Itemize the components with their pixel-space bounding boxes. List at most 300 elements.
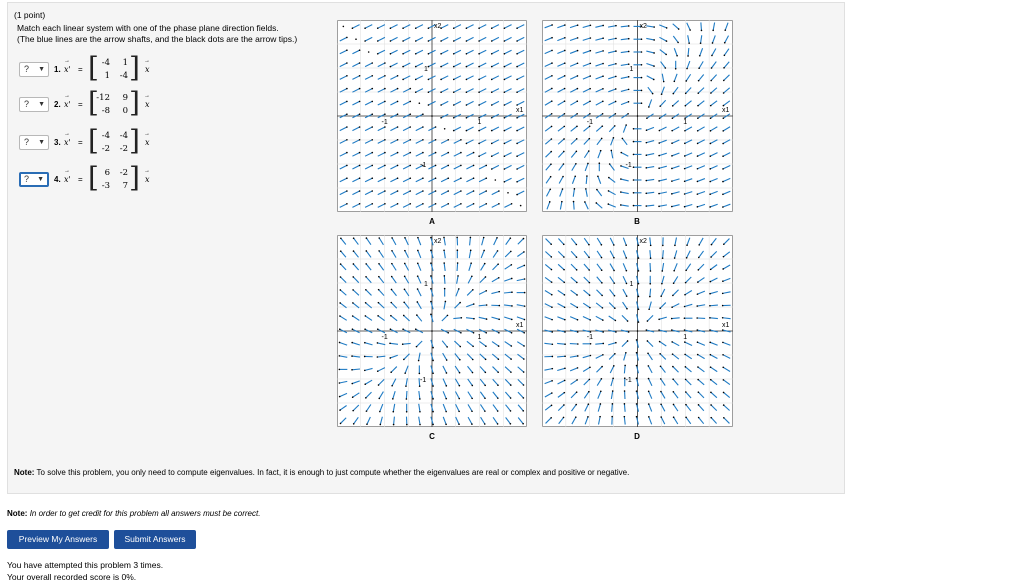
arrow-tip [684,155,686,157]
arrow-tip [638,321,640,323]
matrix-bracket-right: ] [129,124,140,157]
arrow-tip [365,315,367,317]
arrow-tip [613,365,615,367]
arrow-tip [574,175,576,177]
arrow-tip [377,40,379,42]
arrow-tip [359,49,361,51]
arrow-tip [359,165,361,167]
arrow-tip [371,75,373,77]
vector-arrow-icon: → [64,58,70,64]
arrow-tip [445,301,447,303]
system-1-a21: 1 [104,71,110,81]
answer-select-3[interactable] [19,135,49,150]
arrow-tip [365,302,367,304]
arrow-tip [672,117,674,119]
arrow-tip [684,181,686,183]
arrow-tip [625,352,627,354]
arrow-tip [550,151,552,153]
arrow-tip [709,193,711,195]
arrow-tip [453,53,455,55]
arrow-tip [365,263,367,265]
arrow-tip [384,75,386,77]
preview-answers-button[interactable]: Preview My Answers [7,530,109,549]
arrow-tip [377,370,379,372]
arrow-tip [722,317,724,319]
answer-select-4[interactable] [19,172,49,187]
arrow-tip [615,38,617,40]
arrow-tip [523,397,525,399]
arrow-tip [447,203,449,205]
arrow-shaft [710,318,718,319]
score-status: Your overall recorded score is 0%. [7,572,137,582]
arrow-tip [563,126,565,128]
arrow-tip [636,352,638,354]
arrow-tip [711,244,713,246]
arrow-tip [359,88,361,90]
arrow-tip [602,343,604,345]
arrow-tip [636,365,638,367]
arrow-tip [589,319,591,321]
arrow-tip [432,385,434,387]
arrow-tip [453,117,455,119]
arrow-tip [648,403,650,405]
arrow-tip [440,79,442,81]
arrow-tip [471,275,473,277]
arrow-tip [496,237,498,239]
arrow-tip [587,416,589,418]
arrow-tip [346,62,348,64]
arrow-tip [339,382,341,384]
arrow-tip [671,142,673,144]
problem-points: (1 point) [14,10,46,20]
arrow-tip [371,101,373,103]
arrow-tip [353,237,355,239]
system-3 [54,124,174,160]
arrow-tip [428,79,430,81]
arrow-tip [504,79,506,81]
arrow-tip [648,416,650,418]
arrow-tip [511,278,513,280]
arrow-tip [671,130,673,132]
arrow-tip [346,49,348,51]
system-2-a11: -12 [96,93,110,103]
arrow-tip [684,354,686,356]
arrow-tip [602,88,604,90]
plot-label-d: D [634,432,640,441]
arrow-shaft [406,391,407,399]
arrow-tip [710,269,712,271]
arrow-shaft [650,250,651,258]
arrow-tip [685,80,687,82]
arrow-tip [371,126,373,128]
arrow-tip [491,130,493,132]
arrow-tip [564,62,566,64]
arrow-tip [577,319,579,321]
arrow-tip [359,139,361,141]
arrow-tip [650,270,652,272]
arrow-tip [698,244,700,246]
matrix-bracket-right: ] [129,86,140,119]
direction-field-c [337,235,527,432]
arrow-tip [390,40,392,42]
arrow-tip [675,68,677,70]
arrow-tip [587,163,589,165]
arrow-tip [636,390,638,392]
system-1-x: x [145,65,150,74]
arrow-tip [645,180,647,182]
arrow-tip [504,168,506,170]
arrow-tip [478,91,480,93]
arrow-tip [561,201,563,203]
arrow-tip [710,392,712,394]
arrow-tip [523,358,525,360]
answer-select-4-value: ? [24,174,30,184]
arrow-tip [589,100,591,102]
arrow-tip [551,50,553,52]
arrow-tip [576,307,578,309]
arrow-tip [614,125,616,127]
arrow-tip [391,237,393,239]
arrow-tip [415,328,417,330]
arrow-tip [628,101,630,103]
arrow-tip [627,340,629,342]
arrow-tip [473,303,475,305]
arrow-tip [359,113,361,115]
arrow-tip [473,318,475,320]
arrow-tip [641,51,643,53]
arrow-tip [637,115,639,117]
arrow-tip [440,104,442,106]
arrow-tip [564,331,566,333]
vector-arrow-icon: → [144,131,150,137]
arrow-tip [722,155,724,157]
system-2-a12: 9 [122,93,128,103]
arrow-tip [524,305,526,307]
system-2-a21: -8 [101,106,110,116]
system-1-equals: = [78,65,83,74]
arrow-tip [378,289,380,291]
arrow-tip [564,37,566,39]
y-axis-label: x2 [434,238,442,245]
arrow-tip [435,126,437,128]
arrow-tip [636,378,638,380]
arrow-tip [377,27,379,29]
arrow-tip [351,355,353,357]
arrow-tip [351,369,353,371]
arrow-tip [404,276,406,278]
arrow-tip [575,416,577,418]
arrow-tip [699,55,701,57]
arrow-tip [723,417,725,419]
arrow-tip [685,404,687,406]
arrow-tip [590,50,592,52]
arrow-tip [562,176,564,178]
arrow-tip [397,203,399,205]
arrow-tip [577,355,579,357]
tick-label-y-pos: 1 [629,66,634,73]
arrow-tip [406,424,408,426]
arrow-tip [416,346,418,348]
system-4-equals: = [78,175,83,184]
arrow-tip [446,359,448,361]
arrow-tip [453,79,455,81]
arrow-shaft [612,404,613,412]
arrow-tip [564,355,566,357]
arrow-tip [551,37,553,39]
arrow-tip [460,165,462,167]
arrow-tip [478,66,480,68]
arrow-tip [346,101,348,103]
arrow-tip [615,342,617,344]
arrow-tip [628,51,630,53]
answer-select-1[interactable] [19,62,49,77]
arrow-tip [710,256,712,258]
arrow-tip [602,63,604,65]
arrow-tip [660,295,662,297]
arrow-tip [564,50,566,52]
arrow-tip [352,410,354,412]
arrow-tip [340,237,342,239]
arrow-tip [710,92,712,94]
arrow-tip [686,257,688,259]
arrow-tip [602,75,604,77]
arrow-tip [658,206,660,208]
arrow-tip [491,91,493,93]
x-axis-label: x1 [722,322,730,329]
arrow-tip [444,275,446,277]
arrow-tip [484,263,486,265]
arrow-tip [471,385,473,387]
arrow-tip [648,378,650,380]
arrow-tip [485,372,487,374]
arrow-tip [378,398,380,400]
arrow-tip [491,40,493,42]
arrow-tip [653,79,655,81]
arrow-tip [723,80,725,82]
arrow-tip [485,276,487,278]
arrow-tip [364,356,366,358]
arrow-tip [458,411,460,413]
arrow-tip [672,378,674,380]
arrow-tip [460,190,462,192]
arrow-tip [459,385,461,387]
arrow-tip [697,168,699,170]
arrow-tip [339,342,341,344]
arrow-tip [590,331,592,333]
arrow-tip [551,269,553,271]
arrow-tip [404,263,406,265]
arrow-tip [447,177,449,179]
arrow-tip [633,128,635,130]
arrow-tip [588,403,590,405]
arrow-tip [339,328,341,330]
arrow-tip [724,54,726,56]
arrow-tip [615,88,617,90]
arrow-tip [722,268,724,270]
arrow-tip [551,392,553,394]
arrow-tip [511,332,513,334]
arrow-tip [404,288,406,290]
arrow-tip [723,117,725,119]
arrow-tip [563,404,565,406]
arrow-tip [684,317,686,319]
arrow-tip [573,201,575,203]
arrow-tip [589,367,591,369]
arrow-tip [403,301,405,303]
arrow-tip [470,249,472,251]
arrow-tip [484,397,486,399]
arrow-tip [510,371,512,373]
arrow-tip [589,88,591,90]
arrow-tip [432,360,434,362]
arrow-tip [722,168,724,170]
arrow-tip [551,368,553,370]
arrow-tip [366,423,368,425]
arrow-tip [377,53,379,55]
arrow-tip [397,165,399,167]
arrow-tip [608,203,610,205]
arrow-tip [504,66,506,68]
arrow-tip [419,373,421,375]
arrow-tip [636,416,638,418]
arrow-tip [709,329,711,331]
arrow-tip [722,130,724,132]
arrow-tip [390,53,392,55]
arrow-tip [633,166,635,168]
arrow-tip [601,125,603,127]
arrow-shaft [557,343,565,344]
arrow-tip [498,332,500,334]
tick-label-y-neg: -1 [625,377,632,384]
arrow-tip [485,345,487,347]
arrow-tip [516,53,518,55]
arrow-tip [415,66,417,68]
arrow-shaft [557,356,565,357]
arrow-tip [417,250,419,252]
arrow-tip [485,177,487,179]
arrow-tip [473,203,475,205]
vector-arrow-icon: → [144,168,150,174]
matrix-bracket-left: [ [88,86,99,119]
arrow-tip [636,339,638,341]
answer-select-1-value: ? [24,64,30,74]
arrow-tip [430,250,432,252]
arrow-tip [491,66,493,68]
arrow-tip [563,269,565,271]
tick-label-x-pos: 1 [477,119,482,126]
arrow-tip [371,177,373,179]
arrow-tip [696,329,698,331]
arrow-tip [684,294,686,296]
system-3-equals: = [78,138,83,147]
arrow-tip [638,283,640,285]
arrow-tip [666,40,668,42]
arrow-tip [723,256,725,258]
arrow-tip [402,40,404,42]
arrow-tip [696,305,698,307]
arrow-tip [504,104,506,106]
arrow-tip [346,177,348,179]
arrow-tip [576,138,578,140]
arrow-tip [371,203,373,205]
arrow-tip [590,37,592,39]
arrow-tip [577,50,579,52]
arrow-tip [563,417,565,419]
arrow-tip [613,282,615,284]
arrow-tip [507,192,509,194]
arrow-tip [590,343,592,345]
arrow-tip [633,192,635,194]
arrow-tip [346,126,348,128]
arrow-tip [371,88,373,90]
arrow-tip [712,30,714,32]
arrow-tip [549,188,551,190]
arrow-tip [652,93,654,95]
arrow-tip [352,27,354,29]
arrow-tip [590,355,592,357]
arrow-tip [589,75,591,77]
arrow-tip [550,243,552,245]
arrow-tip [710,143,712,145]
arrow-tip [641,64,643,66]
arrow-shaft [444,276,445,284]
arrow-tip [417,288,419,290]
direction-field-a-svg [337,20,527,212]
plot-label-b: B [634,217,640,226]
arrow-tip [671,341,673,343]
arrow-tip [523,238,525,240]
arrow-tip [409,165,411,167]
arrow-tip [384,190,386,192]
arrow-tip [723,379,725,381]
arrow-tip [428,91,430,93]
arrow-tip [576,391,578,393]
submit-answers-button[interactable]: Submit Answers [114,530,196,549]
arrow-tip [697,341,699,343]
arrow-tip [584,201,586,203]
arrow-tip [658,329,660,331]
arrow-tip [498,190,500,192]
arrow-tip [377,342,379,344]
arrow-tip [665,67,667,69]
arrow-tip [577,367,579,369]
arrow-tip [397,152,399,154]
arrow-tip [602,101,604,103]
arrow-tip [661,283,663,285]
answer-select-2[interactable] [19,97,49,112]
arrow-tip [658,318,660,320]
arrow-tip [588,269,590,271]
arrow-tip [698,391,700,393]
arrow-tip [685,366,687,368]
chevron-down-icon: ▼ [38,66,45,73]
arrow-tip [384,88,386,90]
arrow-tip [417,275,419,277]
arrow-tip [486,304,488,306]
arrow-tip [609,163,611,165]
arrow-tip [378,302,380,304]
arrow-tip [563,281,565,283]
arrow-tip [661,93,663,95]
arrow-tip [712,42,714,44]
arrow-tip [723,92,725,94]
arrow-tip [460,177,462,179]
arrow-tip [722,354,724,356]
arrow-tip [697,354,699,356]
arrow-tip [602,354,604,356]
arrow-tip [404,372,406,374]
arrow-tip [359,75,361,77]
